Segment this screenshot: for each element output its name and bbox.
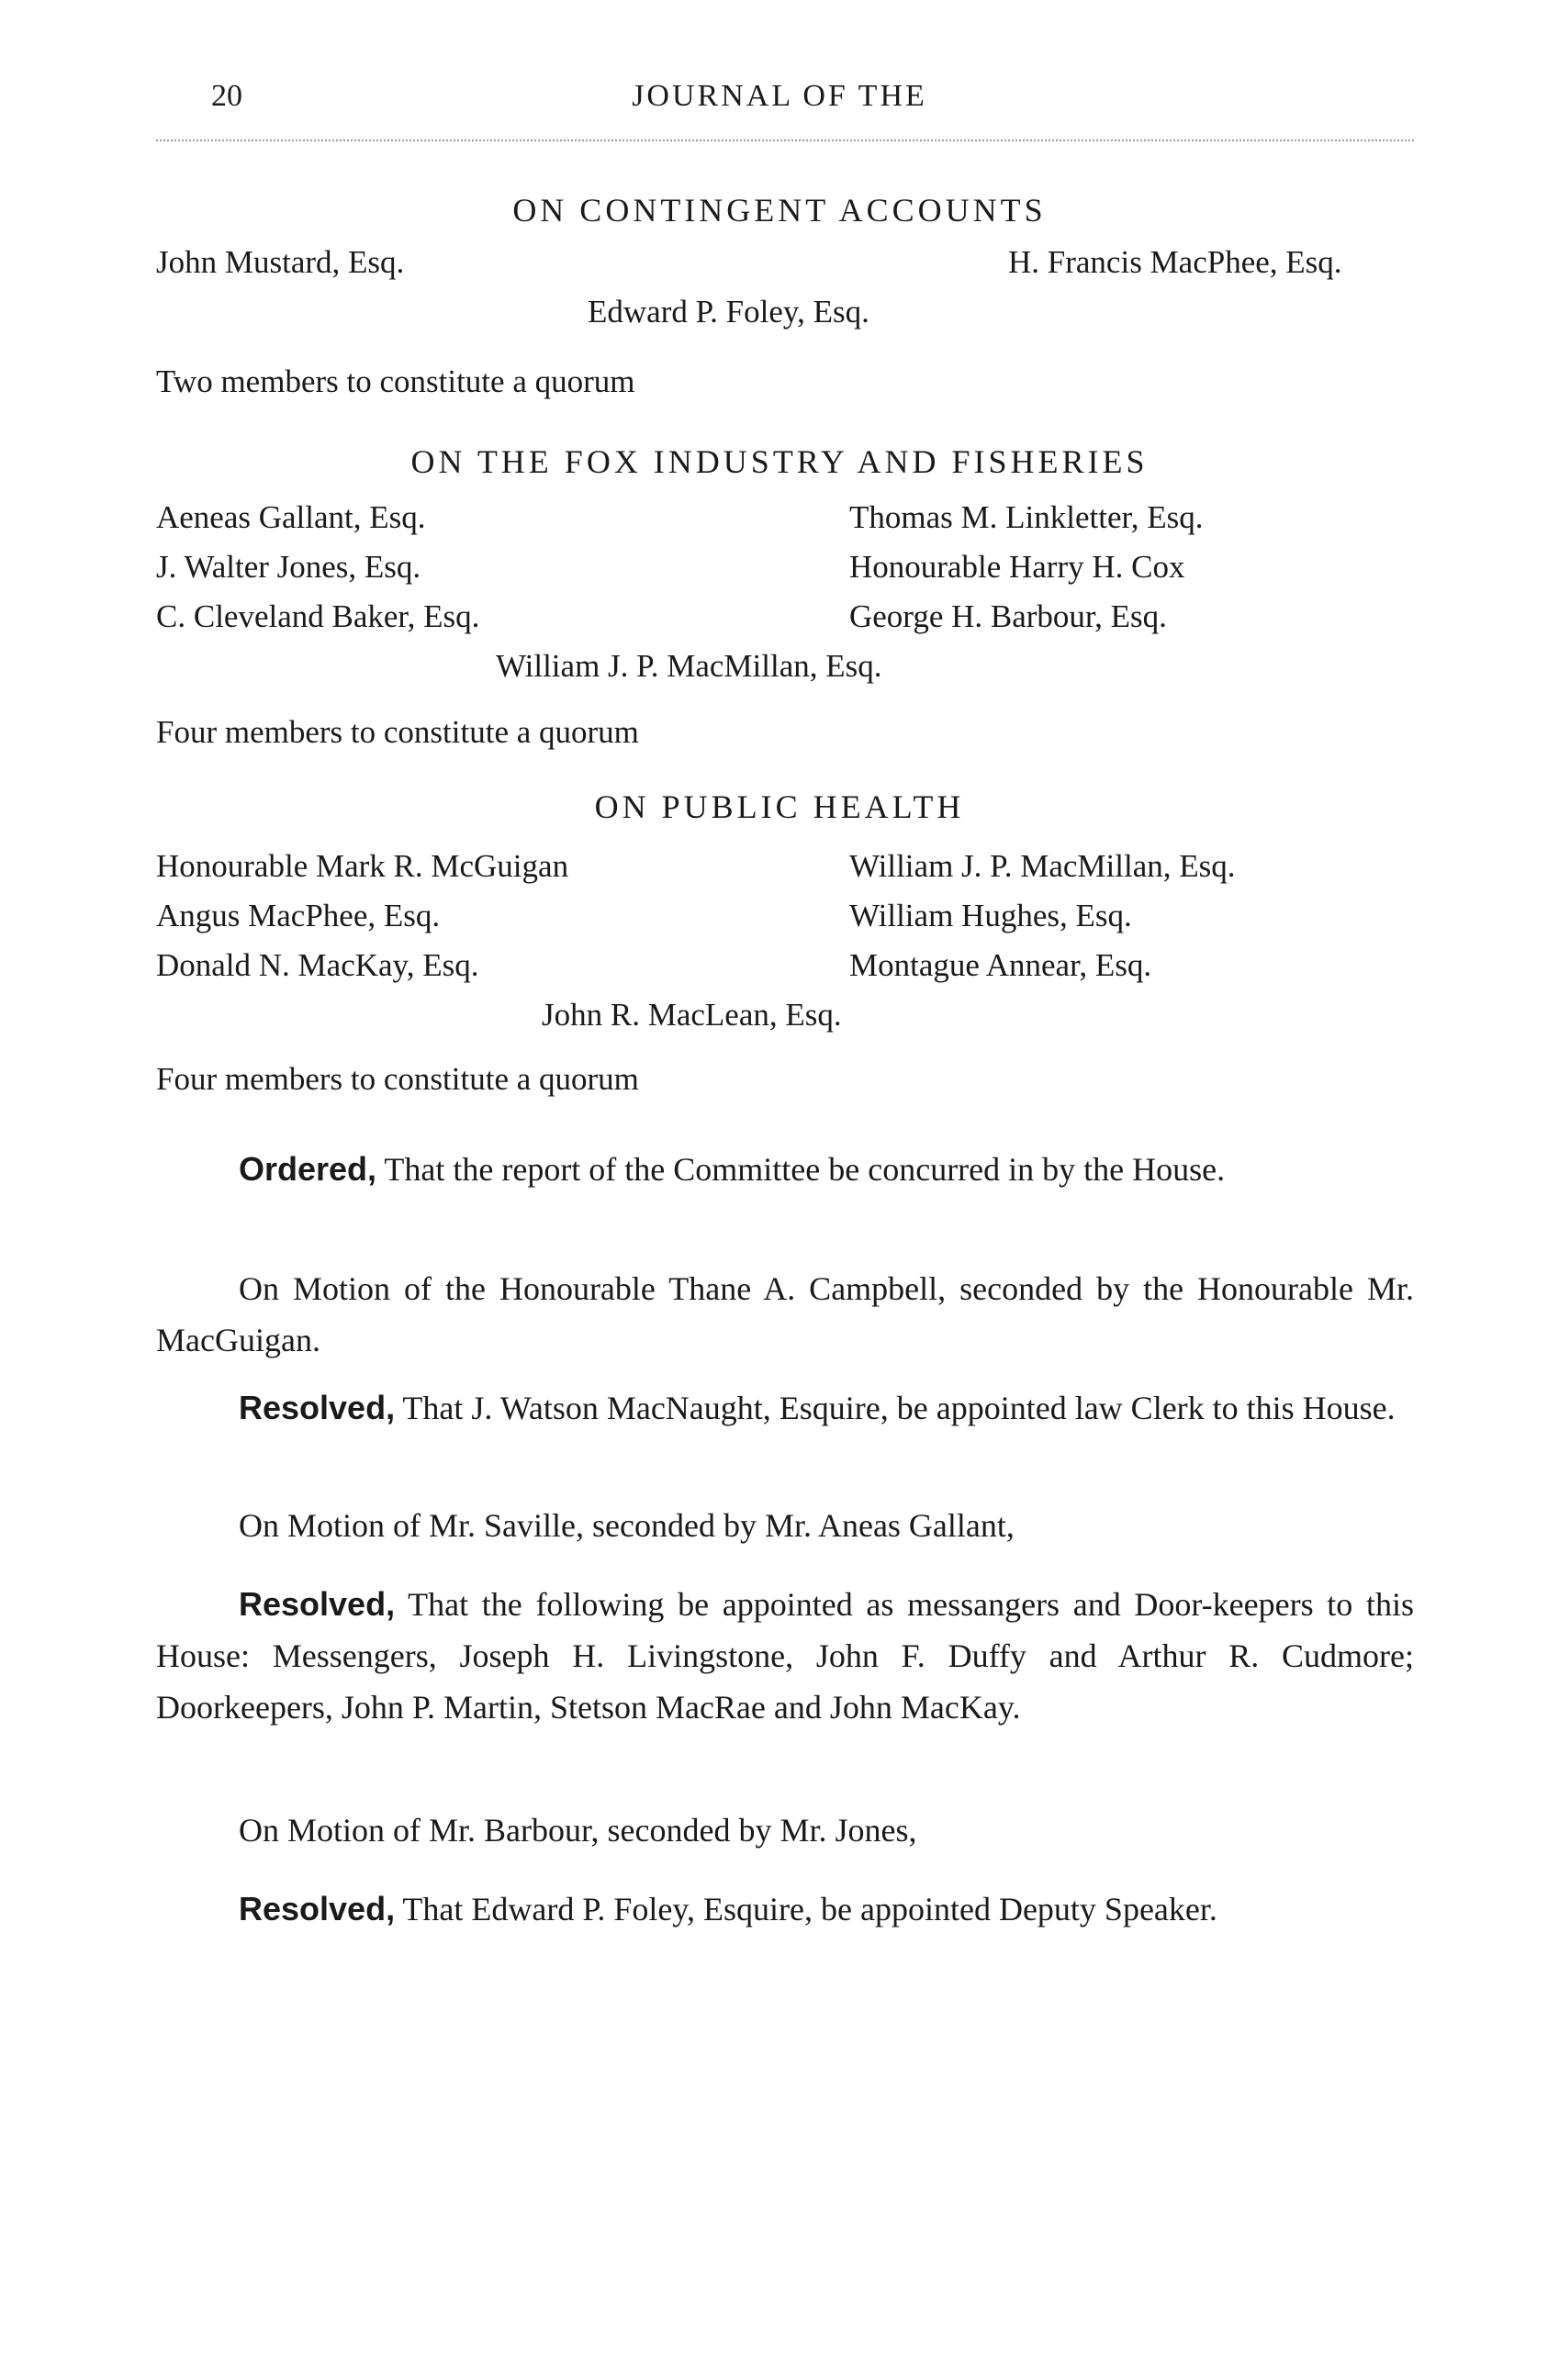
ordered-lead: Ordered, [239, 1150, 377, 1188]
resolved-text: That the following be appointed as messangers and Door-keepers to this House: Messengers, Joseph H. Livingstone, John F. Duffy and Arthur R. Cudmore; Doorkeepers, John P. Martin, Stetson MacRae and John MacKay. [156, 1586, 1414, 1726]
section-title-public-health: ON PUBLIC HEALTH [594, 788, 965, 825]
member-name: C. Cleveland Baker, Esq. [156, 598, 480, 634]
member-name: John R. MacLean, Esq. [542, 997, 842, 1033]
ordered-paragraph [156, 1144, 1414, 1195]
ordered-text: That the report of the Committee be concurred in by the House. [376, 1151, 1226, 1188]
quorum-note: Two members to constitute a quorum [156, 363, 635, 399]
resolved-lead: Resolved, [239, 1585, 396, 1623]
member-name: Donald N. MacKay, Esq. [156, 947, 479, 983]
section-title-contingent-accounts: ON CONTINGENT ACCOUNTS [512, 192, 1047, 229]
resolved-text: That J. Watson MacNaught, Esquire, be appointed law Clerk to this House. [395, 1390, 1396, 1426]
resolved-text: That Edward P. Foley, Esquire, be appointed Deputy Speaker. [395, 1891, 1217, 1927]
running-title: JOURNAL OF THE [632, 79, 927, 113]
member-name: Honourable Mark R. McGuigan [156, 848, 569, 884]
member-name: Honourable Harry H. Cox [849, 549, 1185, 585]
quorum-note: Four members to constitute a quorum [156, 714, 639, 750]
resolved-paragraph [156, 1883, 1414, 1935]
motion-paragraph: On Motion of Mr. Saville, seconded by Mr. Aneas Gallant, [239, 1507, 1015, 1544]
member-name: John Mustard, Esq. [156, 244, 405, 280]
member-name: William J. P. MacMillan, Esq. [496, 648, 882, 684]
member-name: H. Francis MacPhee, Esq. [1008, 244, 1342, 280]
member-name: Angus MacPhee, Esq. [156, 898, 441, 933]
member-name: Montague Annear, Esq. [849, 947, 1152, 983]
member-name: Aeneas Gallant, Esq. [156, 499, 426, 535]
member-name: Thomas M. Linkletter, Esq. [849, 499, 1204, 535]
motion-paragraph: On Motion of the Honourable Thane A. Campbell, seconded by the Honourable Mr. MacGuigan. [156, 1270, 1414, 1358]
quorum-note: Four members to constitute a quorum [156, 1061, 639, 1097]
page-number: 20 [211, 79, 242, 113]
section-title-fox-industry: ON THE FOX INDUSTRY AND FISHERIES [410, 443, 1149, 480]
resolved-paragraph [156, 1382, 1414, 1434]
member-name: George H. Barbour, Esq. [849, 598, 1167, 634]
resolved-paragraph [156, 1579, 1414, 1733]
motion-paragraph: On Motion of Mr. Barbour, seconded by Mr. Jones, [239, 1812, 917, 1849]
resolved-lead: Resolved, [239, 1890, 396, 1927]
member-name: William J. P. MacMillan, Esq. [849, 848, 1236, 884]
member-name: J. Walter Jones, Esq. [156, 549, 421, 585]
member-name: Edward P. Foley, Esq. [588, 294, 869, 330]
header-rule [156, 140, 1414, 141]
resolved-lead: Resolved, [239, 1389, 396, 1426]
member-name: William Hughes, Esq. [849, 898, 1132, 933]
